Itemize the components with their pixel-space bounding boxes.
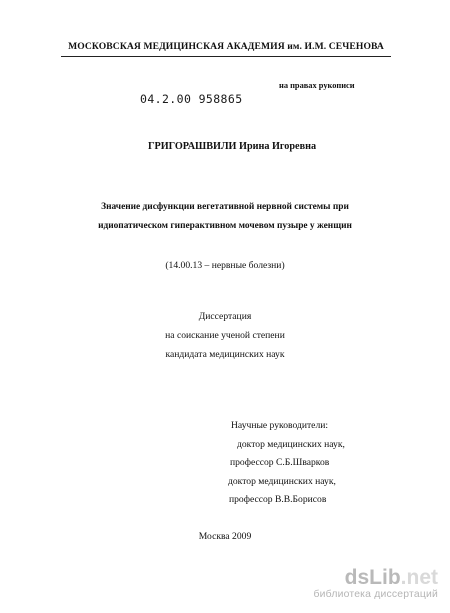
specialty-code: (14.00.13 – нервные болезни) — [165, 260, 285, 271]
title-line-2: идиопатическом гиперактивном мочевом пузыре у женщин — [98, 221, 352, 231]
degree-line-3: кандидата медицинских наук — [165, 349, 285, 360]
dissertation-title — [60, 198, 390, 236]
academy-name: МОСКОВСКАЯ МЕДИЦИНСКАЯ АКАДЕМИЯ им. И.М. СЕЧЕНОВА — [68, 41, 384, 52]
supervisor-2-name: профессор В.В.Борисов — [229, 494, 327, 505]
watermark-logo — [314, 567, 439, 589]
watermark-brand-main: dsLib — [344, 566, 401, 589]
manuscript-rights-note: на правах рукописи — [279, 81, 355, 90]
title-line-1: Значение дисфункции вегетативной нервной системы при — [101, 202, 349, 212]
degree-line-1: Диссертация — [198, 311, 252, 322]
watermark-brand-tld: .net — [400, 566, 438, 589]
degree-line-2: на соискание ученой степени — [165, 330, 285, 341]
supervisor-1-name: профессор С.Б.Шварков — [230, 457, 330, 468]
author-name: ГРИГОРАШВИЛИ Ирина Игоревна — [148, 141, 317, 152]
supervisor-1-degree: доктор медицинских наук, — [237, 439, 345, 450]
dslib-watermark — [314, 567, 439, 600]
supervisor-2-degree: доктор медицинских наук, — [228, 476, 336, 487]
city-and-year: Москва 2009 — [198, 531, 252, 542]
header-divider — [61, 56, 391, 57]
degree-statement — [60, 307, 390, 364]
supervisors-heading: Научные руководители: — [231, 420, 329, 431]
registration-stamp-number: 04.2.00 958865 — [140, 92, 243, 106]
watermark-tagline: библиотека диссертаций — [313, 589, 438, 600]
